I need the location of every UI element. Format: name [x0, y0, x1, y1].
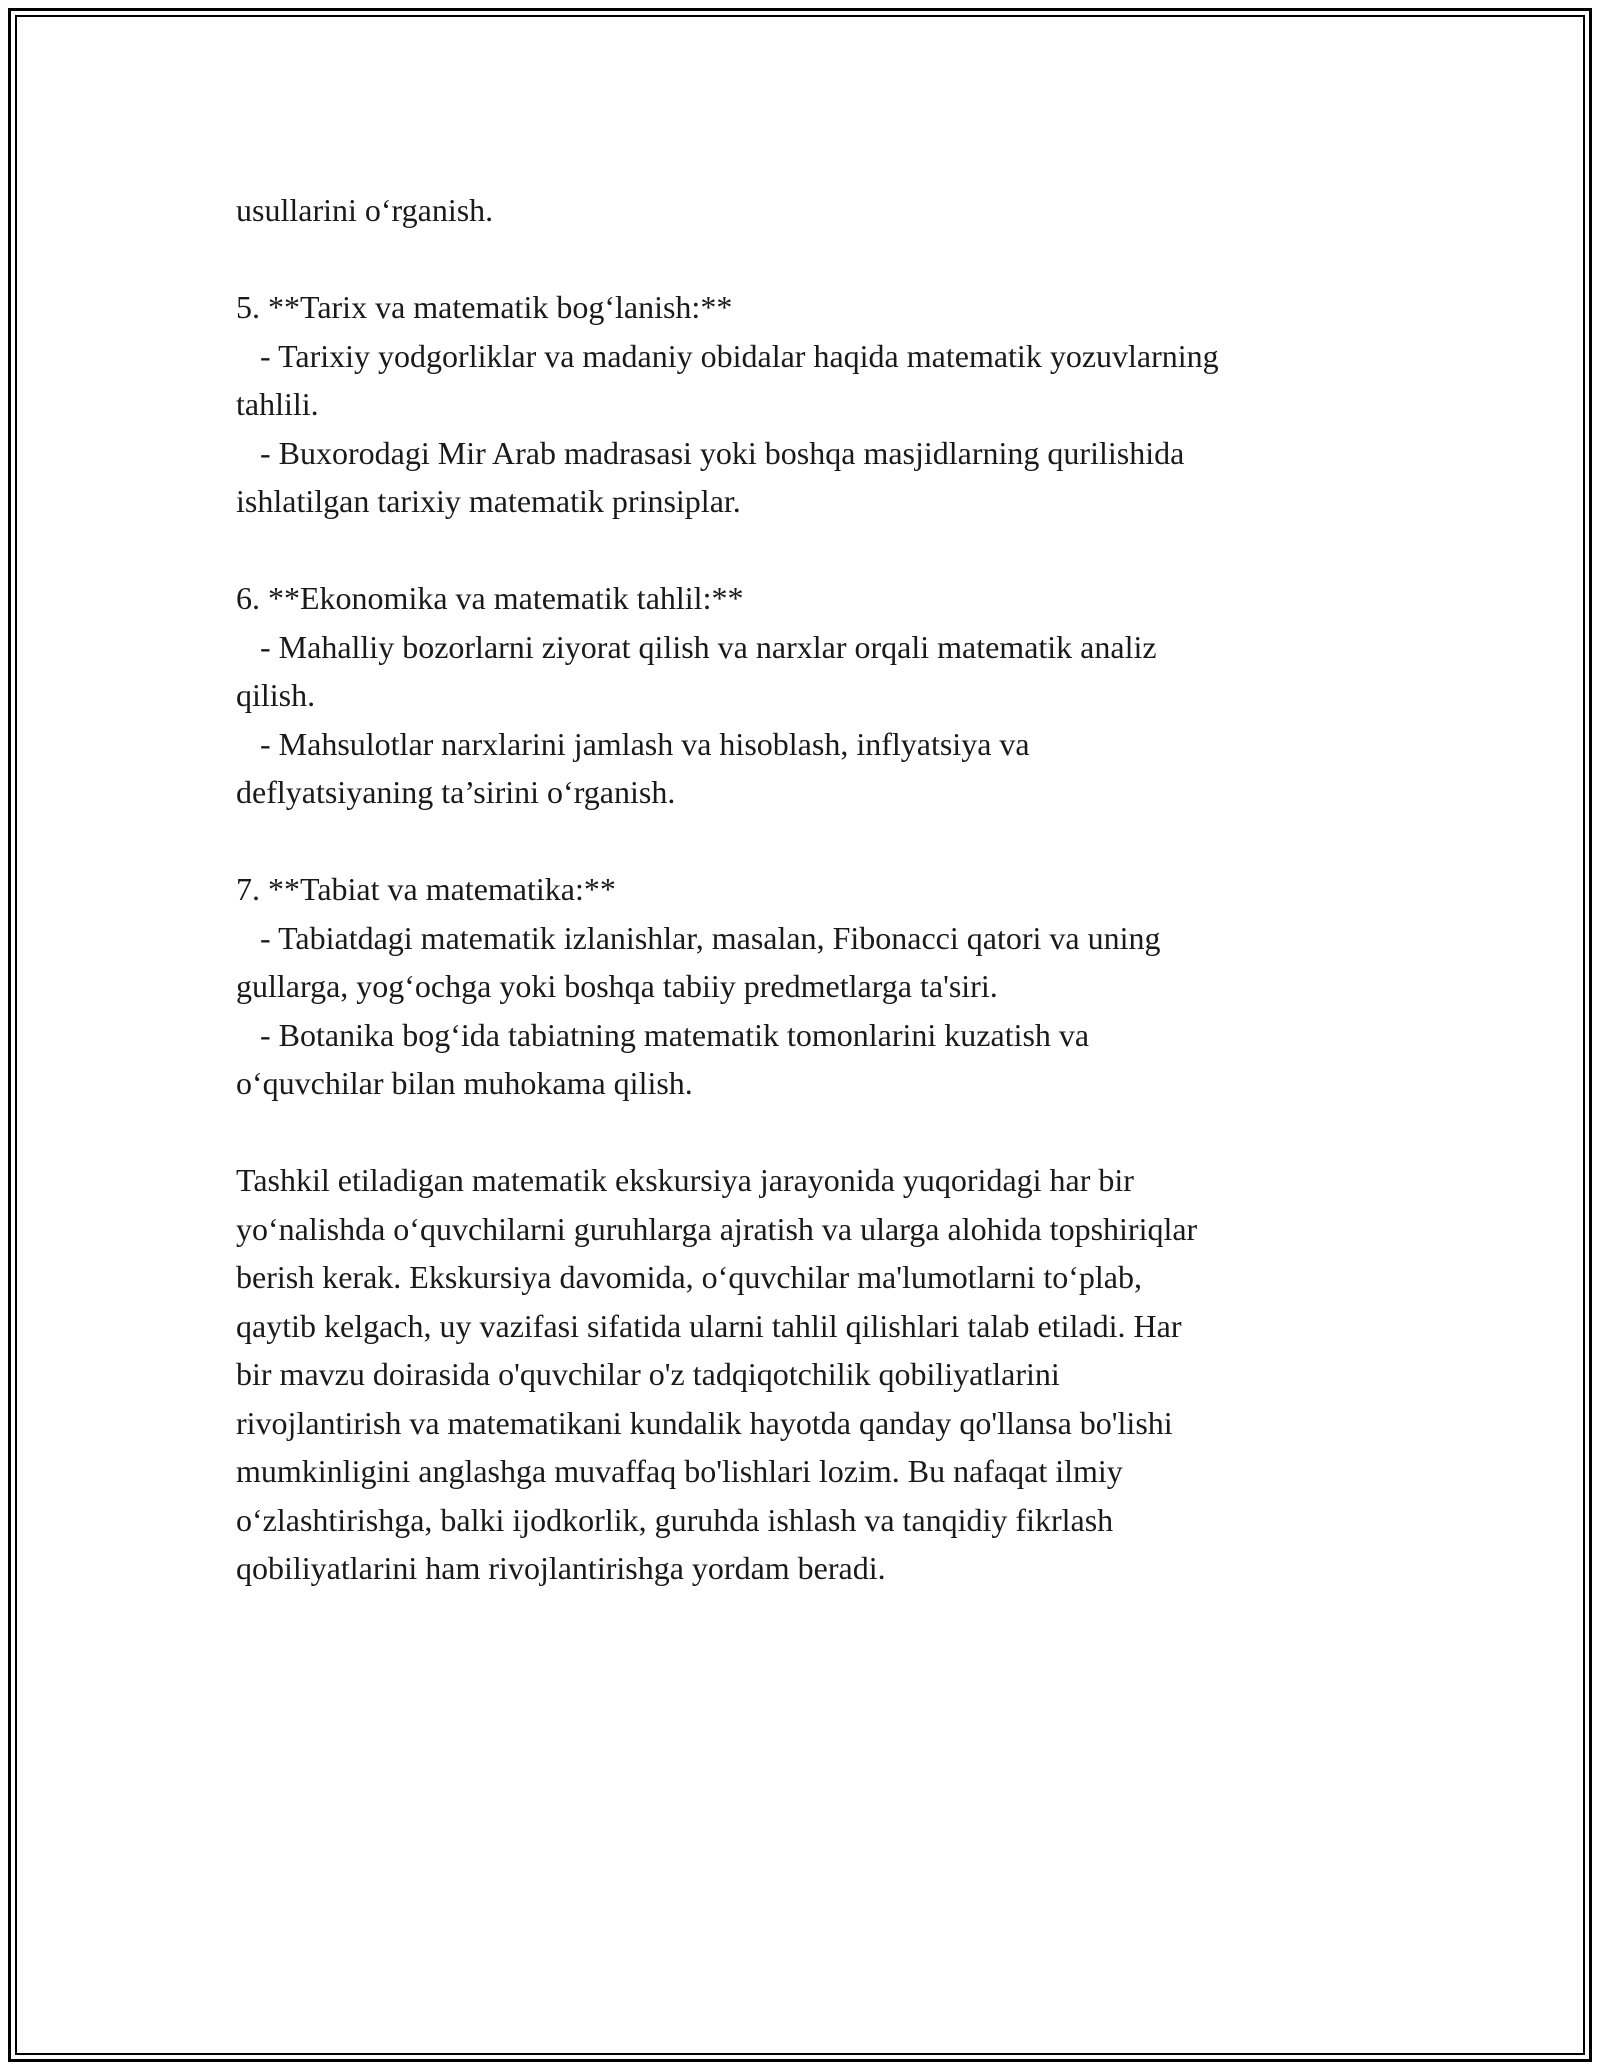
- section-heading: 5. **Tarix va matematik bog‘lanish:**: [236, 289, 733, 325]
- text-line: tahlili.: [236, 386, 319, 422]
- blank-line: [236, 235, 1386, 284]
- text-line: qilish.: [236, 677, 316, 713]
- list-item: - Botanika bog‘ida tabiatning matematik tomonlarini kuzatish va: [236, 1016, 1090, 1053]
- list-item: - Tabiatdagi matematik izlanishlar, masalan, Fibonacci qatori va uning: [236, 919, 1161, 956]
- text-line: o‘quvchilar bilan muhokama qilish.: [236, 1065, 693, 1101]
- section-heading: 6. **Ekonomika va matematik tahlil:**: [236, 580, 744, 616]
- blank-line: [236, 1108, 1386, 1157]
- document-body: [236, 186, 1386, 1593]
- list-item: - Mahalliy bozorlarni ziyorat qilish va narxlar orqali matematik analiz: [236, 628, 1157, 665]
- text-line: deflyatsiyaning ta’sirini o‘rganish.: [236, 774, 676, 810]
- paragraph-line: mumkinligini anglashga muvaffaq bo'lishlari lozim. Bu nafaqat ilmiy: [236, 1453, 1123, 1489]
- paragraph-line: Tashkil etiladigan matematik ekskursiya jarayonida yuqoridagi har bir: [236, 1162, 1134, 1198]
- text-line: ishlatilgan tarixiy matematik prinsiplar.: [236, 483, 741, 519]
- list-item: - Mahsulotlar narxlarini jamlash va hisoblash, inflyatsiya va: [236, 725, 1030, 762]
- list-item: - Buxorodagi Mir Arab madrasasi yoki boshqa masjidlarning qurilishida: [236, 434, 1185, 471]
- paragraph-line: yo‘nalishda o‘quvchilarni guruhlarga ajratish va ularga alohida topshiriqlar: [236, 1210, 1198, 1247]
- blank-line: [236, 526, 1386, 575]
- paragraph-line: bir mavzu doirasida o'quvchilar o'z tadqiqotchilik qobiliyatlarini: [236, 1356, 1060, 1392]
- section-heading: 7. **Tabiat va matematika:**: [236, 871, 616, 907]
- paragraph-line: rivojlantirish va matematikani kundalik hayotda qanday qo'llansa bo'lishi: [236, 1404, 1173, 1441]
- paragraph-line: qobiliyatlarini ham rivojlantirishga yordam beradi.: [236, 1550, 886, 1586]
- text-line: usullarini o‘rganish.: [236, 192, 494, 228]
- paragraph-line: qaytib kelgach, uy vazifasi sifatida ularni tahlil qilishlari talab etiladi. Har: [236, 1307, 1182, 1344]
- blank-line: [236, 817, 1386, 866]
- text-line: gullarga, yog‘ochga yoki boshqa tabiiy predmetlarga ta'siri.: [236, 968, 998, 1004]
- paragraph-line: berish kerak. Ekskursiya davomida, o‘quvchilar ma'lumotlarni to‘plab,: [236, 1259, 1142, 1295]
- list-item: - Tarixiy yodgorliklar va madaniy obidalar haqida matematik yozuvlarning: [236, 337, 1219, 374]
- paragraph-line: o‘zlashtirishga, balki ijodkorlik, guruhda ishlash va tanqidiy fikrlash: [236, 1501, 1114, 1538]
